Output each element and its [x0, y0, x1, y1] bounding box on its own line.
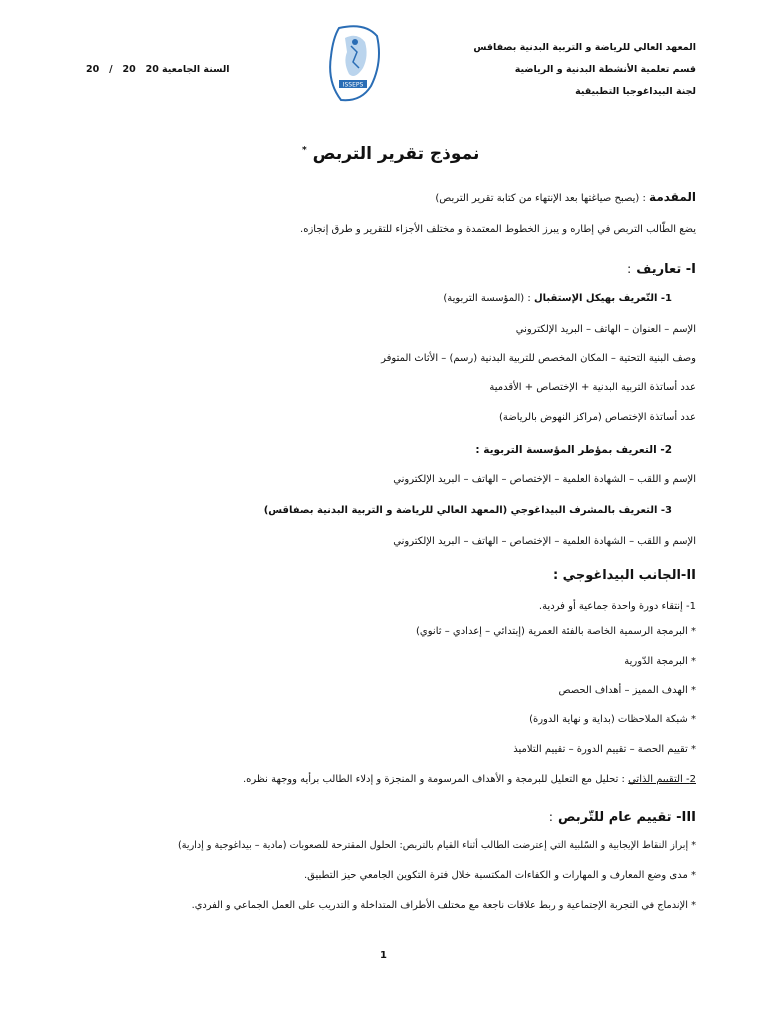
- self-evaluation-label: 2- التقييم الذاتي: [628, 774, 696, 785]
- section-2-bullet: * شبكة الملاحظات (بداية و نهاية الدورة): [529, 714, 696, 725]
- item-1-line: وصف البنية التحتية – المكان المخصص للتربية البدنية (رسم) – الأثاث المتوفر: [381, 353, 696, 364]
- item-1-line: عدد أساتذة الإختصاص (مراكز النهوض بالرياضة): [498, 412, 696, 423]
- intro-note: : (يصبح صياغتها بعد الإنتهاء من كتابة تقرير التربص): [435, 193, 646, 204]
- page-title: [302, 144, 479, 164]
- institute-name: المعهد العالي للرياضة و التربية البدنية بصفاقس: [473, 42, 696, 53]
- item-2-line: الإسم و اللقب – الشهادة العلمية – الإختصاص – الهاتف – البريد الإلكتروني: [393, 474, 696, 485]
- academic-year-label: السنة الجامعية: [162, 64, 230, 75]
- section-2-bullet: * تقييم الحصة – تقييم الدورة – تقييم التلاميذ: [513, 744, 696, 755]
- section-2-bullet: * الهدف المميز – أهداف الحصص: [558, 685, 696, 696]
- title-text: نموذج تقرير التربص: [312, 144, 480, 164]
- section-3-bullet: * إبراز النقاط الإيجابية و السّلبية التي إعترضت الطالب أثناء القيام بالتربص: الحلول المقترحة للصعوبات (مادية – بيداغوجية و إدارية): [178, 840, 696, 851]
- item-1-heading: [443, 293, 672, 304]
- section-2-heading: II-الجانب البيداغوجي :: [552, 568, 696, 583]
- section-3-colon: :: [548, 810, 553, 824]
- department-name: قسم تعلمية الأنشطة البدنية و الرياضية: [514, 64, 696, 75]
- section-2-point-2: [243, 774, 696, 785]
- item-1-title: 1- التّعريف بهيكل الإستقبال: [533, 293, 672, 304]
- item-1-line: عدد أساتذة التربية البدنية + الإختصاص + الأقدمية: [489, 382, 696, 393]
- intro-label: المقدمة: [649, 190, 696, 204]
- item-3-title: 3- التعريف بالمشرف البيداغوجي (المعهد العالي للرياضة و التربية البدنية بصفاقس): [263, 505, 672, 516]
- section-3-title: III- تقييم عام للتّربص: [557, 810, 696, 825]
- section-2-point-1: 1- إنتقاء دورة واحدة جماعية أو فردية.: [538, 601, 696, 612]
- section-1-title: I- تعاريف: [636, 262, 696, 277]
- self-evaluation-text: : تحليل مع التعليل للبرمجة و الأهداف المرسومة و المنجزة و إدلاء الطالب برأيه ووجهة نظره.: [243, 774, 625, 785]
- item-3-line: الإسم و اللقب – الشهادة العلمية – الإختصاص – الهاتف – البريد الإلكتروني: [393, 536, 696, 547]
- intro-text: يضع الطّالب التربص في إطاره و يبرز الخطوط المعتمدة و مختلف الأجزاء للتقرير و طرق إنجازه.: [300, 224, 696, 235]
- section-3-heading: [549, 806, 696, 825]
- committee-name: لجنة البيداغوجيا التطبيقية: [575, 86, 696, 97]
- academic-year-value: 20 / 20 20: [86, 64, 159, 75]
- section-3-bullet: * الإندماج في التجربة الإجتماعية و ربط علاقات ناجعة مع مختلف الأطراف المتداخلة و التدريب على العمل الجماعي و الفردي.: [191, 900, 696, 911]
- institute-logo: [325, 22, 383, 104]
- section-2-bullet: * البرمجة الرسمية الخاصة بالفئة العمرية (إبتدائي – إعدادي – ثانوي): [416, 626, 696, 637]
- section-1-colon: :: [627, 262, 632, 276]
- title-mark: *: [302, 145, 307, 156]
- logo-text: ISSEPS: [342, 81, 364, 89]
- page-number: 1: [380, 950, 387, 961]
- section-3-bullet: * مدى وضع المعارف و المهارات و الكفاءات المكتسبة خلال فترة التكوين الجامعي حيز التطبيق.: [303, 870, 696, 881]
- item-1-line: الإسم – العنوان – الهاتف – البريد الإلكتروني: [515, 324, 696, 335]
- item-1-note: : (المؤسسة التربوية): [443, 293, 531, 304]
- intro-line: [435, 190, 696, 204]
- section-2-bullet: * البرمجة الدّورية: [624, 656, 696, 667]
- section-1-heading: [627, 258, 696, 277]
- item-2-title: 2- التعريف بمؤطر المؤسسة التربوية :: [475, 444, 672, 456]
